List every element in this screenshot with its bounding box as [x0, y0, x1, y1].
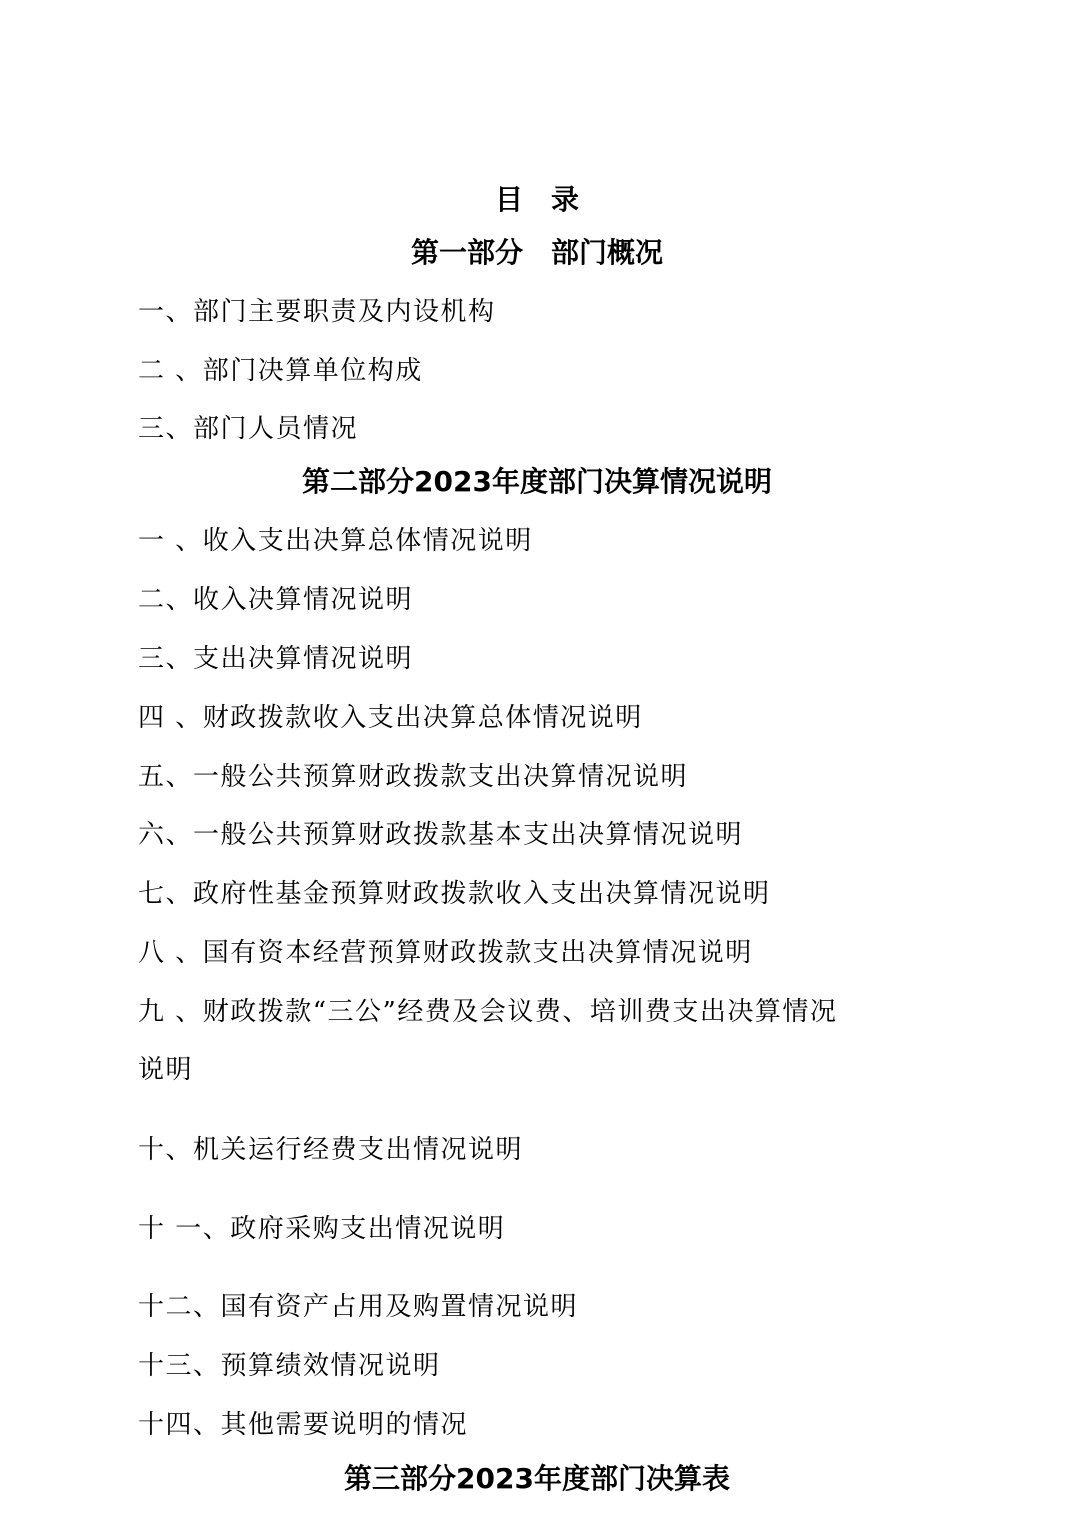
toc-item: 五、一般公共预算财政拨款支出决算情况说明: [138, 762, 689, 792]
toc-item: 一 、收入支出决算总体情况说明: [138, 526, 533, 556]
toc-item: 十、机关运行经费支出情况说明: [138, 1135, 524, 1165]
toc-item-continuation: 说明: [138, 1055, 194, 1085]
toc-item: 二、收入决算情况说明: [138, 585, 414, 615]
toc-item: 二 、部门决算单位构成: [138, 356, 423, 386]
toc-item: 一、部门主要职责及内设机构: [138, 297, 496, 327]
toc-item: 十 一、政府采购支出情况说明: [138, 1214, 506, 1244]
toc-item: 十二、国有资产占用及购置情况说明: [138, 1292, 579, 1322]
toc-item: 十四、其他需要说明的情况: [138, 1410, 469, 1440]
toc-item: 三、支出决算情况说明: [138, 644, 414, 674]
toc-item: 十三、预算绩效情况说明: [138, 1351, 441, 1381]
toc-item: 六、一般公共预算财政拨款基本支出决算情况说明: [138, 820, 744, 850]
part3-heading: 第三部分2023年度部门决算表: [344, 1462, 730, 1495]
toc-item: 七、政府性基金预算财政拨款收入支出决算情况说明: [138, 879, 771, 909]
part1-heading: 第一部分 部门概况: [410, 236, 663, 269]
toc-title: 目 录: [494, 183, 579, 216]
toc-item: 八 、国有资本经营预算财政拨款支出决算情况说明: [138, 938, 753, 968]
toc-item: 三、部门人员情况: [138, 414, 359, 444]
toc-item: 九 、财政拨款“三公”经费及会议费、培训费支出决算情况: [138, 997, 838, 1027]
toc-item: 四 、财政拨款收入支出决算总体情况说明: [138, 703, 643, 733]
part2-heading: 第二部分2023年度部门决算情况说明: [302, 465, 772, 498]
